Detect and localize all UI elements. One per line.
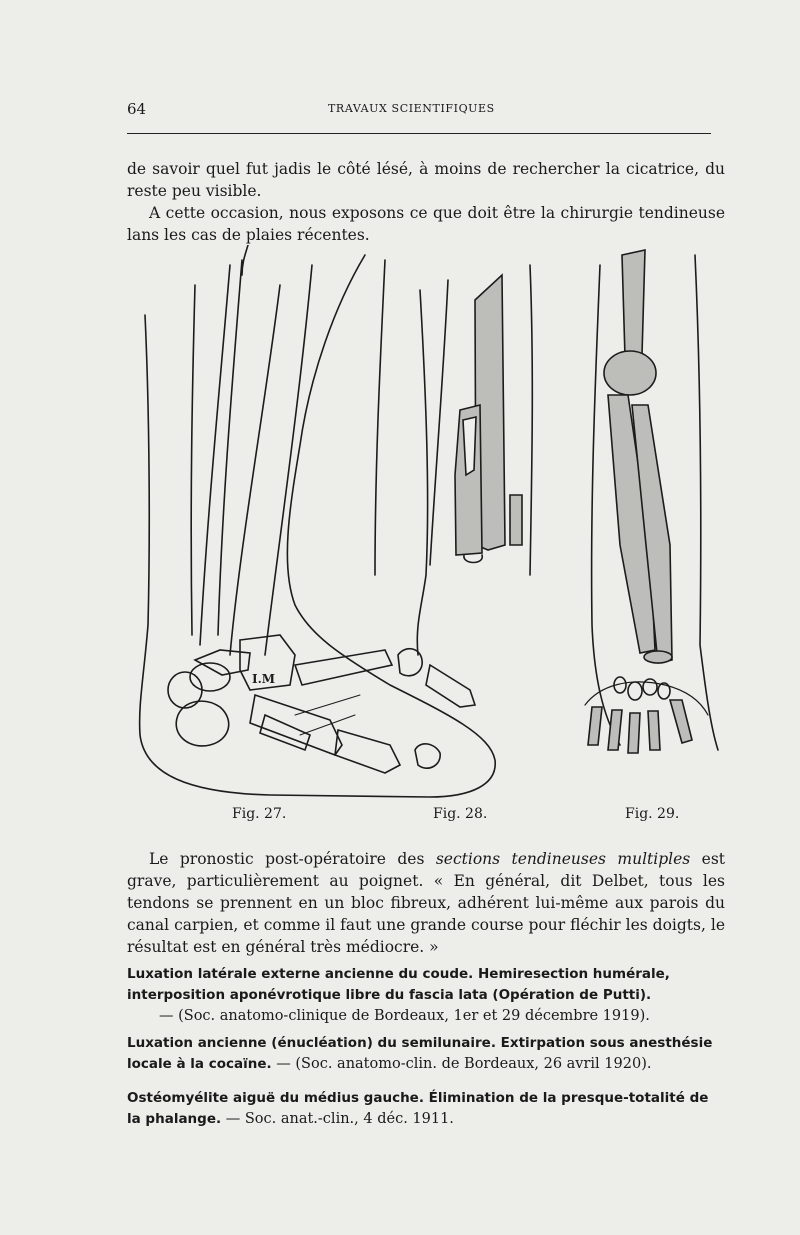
fig28-forearm-drawing <box>417 265 532 655</box>
fig28-caption: Fig. 28. <box>433 806 488 822</box>
fig27-caption: Fig. 27. <box>232 806 287 822</box>
reference-source: — Soc. anat.-clin., 4 déc. 1911. <box>225 1111 454 1127</box>
running-title: TRAVAUX SCIENTIFIQUES <box>328 102 495 115</box>
header-rule <box>127 133 711 134</box>
reference-source: — (Soc. anatomo-clinique de Bordeaux, 1er et 29 décembre 1919). <box>159 1008 650 1024</box>
fig29-arm-drawing <box>585 250 718 753</box>
body-paragraph <box>127 848 725 958</box>
intro-paragraph-2: A cette occasion, nous exposons ce que doit être la chirurgie tendineuse lans les cas de plaies récentes. <box>127 204 725 244</box>
reference-title: Luxation ancienne (énucléation) du semilunaire. Extirpation sous anesthésie locale à la cocaïne. <box>127 1035 713 1072</box>
page-number: 64 <box>127 100 147 118</box>
reference-entry <box>127 964 725 1027</box>
intro-paragraph-1: de savoir quel fut jadis le côté lésé, à moins de rechercher la cicatrice, du reste peu visible. <box>127 160 725 200</box>
body-paragraph-start: Le pronostic post-opératoire des <box>149 850 425 868</box>
body-paragraph-emphasis: sections tendineuses multiples <box>435 850 691 868</box>
reference-entry <box>127 1088 725 1130</box>
reference-source: — (Soc. anatomo-clin. de Bordeaux, 26 avril 1920). <box>276 1056 652 1072</box>
anatomical-figures-illustration <box>130 245 720 805</box>
body-paragraph-rest: est grave, particulièrement au poignet. « En général, dit Delbet, tous les tendons se prennent en un bloc fibreux, adhérent lui-même aux parois du canal carpien, et comme il faut une grande course pour fléchir les doigts, le résultat est en général très médiocre. » <box>127 850 726 956</box>
fig29-caption: Fig. 29. <box>625 806 680 822</box>
reference-title: Ostéomyélite aiguë du médius gauche. Élimination de la presque-totalité de la phalange. <box>127 1090 709 1127</box>
reference-title: Luxation latérale externe ancienne du coude. Hemiresection humérale, interposition aponévrotique libre du fascia lata (Opération de Putti). <box>127 966 670 1003</box>
fig27-im-label: I.M <box>252 672 276 686</box>
fig27-foot-drawing <box>140 245 496 797</box>
reference-entry <box>127 1033 725 1075</box>
